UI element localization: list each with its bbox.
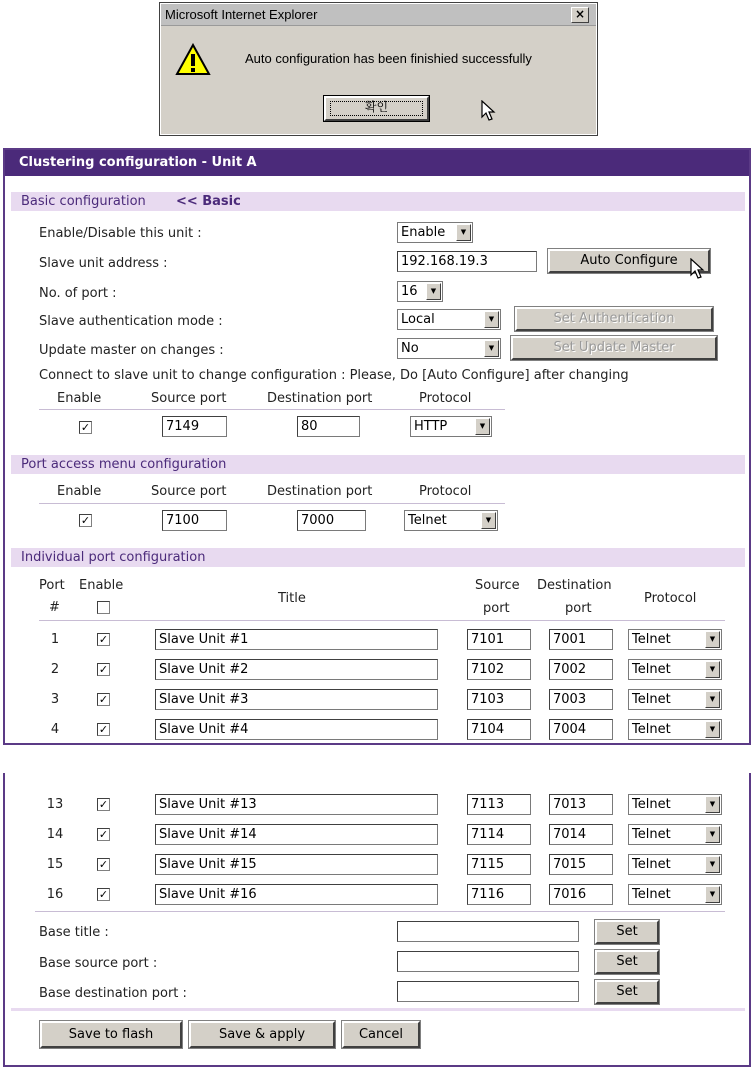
port-enable-checkbox[interactable]: ✓ (98, 858, 109, 871)
enable-unit-label: Enable/Disable this unit : (39, 226, 202, 241)
cancel-button[interactable]: Cancel (342, 1021, 420, 1048)
col-port-hash: # (49, 600, 60, 615)
col-destination-port: Destination port (267, 484, 373, 499)
chevron-down-icon: ▼ (705, 886, 720, 903)
col-dest-port-2: port (565, 601, 592, 616)
basic-config-title: Basic configuration (21, 194, 146, 209)
port-enable-checkbox[interactable]: ✓ (98, 798, 109, 811)
port-access-section: Port access menu configuration (11, 455, 745, 474)
port-protocol-value: Telnet (632, 722, 671, 737)
col-enable: Enable (57, 484, 102, 499)
col-enable: Enable (57, 391, 102, 406)
slave-address-label: Slave unit address : (39, 256, 168, 271)
dialog-titlebar (161, 4, 596, 26)
chevron-down-icon: ▼ (456, 224, 471, 241)
port-protocol-select[interactable] (628, 629, 722, 650)
web-protocol-select[interactable] (410, 416, 492, 437)
warning-icon (175, 43, 211, 77)
num-port-label: No. of port : (39, 286, 117, 301)
port-source-input[interactable]: 7103 (467, 689, 531, 710)
clustering-panel-bottom (3, 773, 751, 1067)
set-update-master-button[interactable]: Set Update Master (511, 336, 717, 360)
col-protocol: Protocol (419, 391, 472, 406)
dialog-close-button[interactable]: × (571, 7, 589, 23)
menu-protocol-value: Telnet (408, 513, 447, 528)
web-enable-checkbox[interactable]: ✓ (80, 421, 91, 434)
port-source-input[interactable]: 7104 (467, 719, 531, 740)
port-number: 3 (50, 692, 60, 707)
chevron-down-icon: ▼ (426, 283, 441, 300)
base-title-label: Base title : (39, 925, 109, 940)
col-protocol: Protocol (644, 591, 697, 606)
port-title-input[interactable]: Slave Unit #4 (155, 719, 438, 740)
port-enable-checkbox[interactable]: ✓ (98, 888, 109, 901)
port-number: 1 (50, 632, 60, 647)
base-dest-input[interactable] (397, 981, 579, 1002)
col-title: Title (278, 591, 306, 606)
auth-mode-value: Local (401, 312, 435, 327)
col-enable: Enable (79, 578, 124, 593)
col-destination-port: Destination port (267, 391, 373, 406)
update-master-select[interactable] (397, 338, 501, 359)
auto-configure-button[interactable]: Auto Configure (548, 249, 710, 273)
menu-source-port-input[interactable]: 7100 (162, 510, 227, 531)
port-number: 14 (46, 827, 64, 842)
port-protocol-value: Telnet (632, 662, 671, 677)
enable-unit-select[interactable] (397, 222, 473, 243)
update-master-label: Update master on changes : (39, 343, 224, 358)
port-dest-input[interactable]: 7015 (549, 854, 613, 875)
port-number: 15 (46, 857, 64, 872)
port-protocol-select[interactable] (628, 854, 722, 875)
port-title-input[interactable]: Slave Unit #15 (155, 854, 438, 875)
base-dest-label: Base destination port : (39, 986, 187, 1001)
num-port-value: 16 (401, 284, 418, 299)
col-protocol: Protocol (419, 484, 472, 499)
col-port: Port (39, 578, 65, 593)
chevron-down-icon: ▼ (484, 340, 499, 357)
menu-dest-port-input[interactable]: 7000 (297, 510, 366, 531)
port-enable-checkbox[interactable]: ✓ (98, 633, 109, 646)
menu-enable-checkbox[interactable]: ✓ (80, 514, 91, 527)
port-number: 16 (46, 887, 64, 902)
col-source-port: Source port (151, 391, 227, 406)
port-enable-checkbox[interactable]: ✓ (98, 663, 109, 676)
chevron-down-icon: ▼ (705, 826, 720, 843)
chevron-down-icon: ▼ (705, 631, 720, 648)
enable-unit-value: Enable (401, 225, 446, 240)
port-protocol-value: Telnet (632, 887, 671, 902)
port-dest-input[interactable]: 7016 (549, 884, 613, 905)
col-source-port: Source port (151, 484, 227, 499)
port-dest-input[interactable]: 7001 (549, 629, 613, 650)
col-source-port-1: Source (475, 578, 520, 593)
port-title-input[interactable]: Slave Unit #16 (155, 884, 438, 905)
port-source-input[interactable]: 7116 (467, 884, 531, 905)
port-source-input[interactable]: 7101 (467, 629, 531, 650)
port-dest-input[interactable]: 7002 (549, 659, 613, 680)
auth-mode-label: Slave authentication mode : (39, 314, 223, 329)
mouse-cursor-icon (481, 100, 497, 122)
port-protocol-value: Telnet (632, 797, 671, 812)
dialog-ok-button[interactable] (324, 96, 429, 121)
port-protocol-select[interactable] (628, 884, 722, 905)
clustering-panel-top (3, 148, 751, 745)
basic-link[interactable]: << Basic (175, 194, 241, 209)
base-dest-set-button[interactable]: Set (595, 980, 659, 1004)
col-dest-port-1: Destination (537, 578, 612, 593)
port-source-input[interactable]: 7113 (467, 794, 531, 815)
chevron-down-icon: ▼ (705, 661, 720, 678)
port-dest-input[interactable]: 7004 (549, 719, 613, 740)
port-enable-checkbox[interactable]: ✓ (98, 828, 109, 841)
port-enable-checkbox[interactable]: ✓ (98, 693, 109, 706)
dialog-message: Auto configuration has been finishied successfully (245, 51, 532, 66)
alert-dialog (160, 3, 597, 135)
basic-config-section (11, 192, 745, 211)
update-master-value: No (401, 341, 419, 356)
port-protocol-select[interactable] (628, 659, 722, 680)
connect-note: Connect to slave unit to change configuration : Please, Do [Auto Configure] after changing (39, 368, 629, 383)
dialog-title: Microsoft Internet Explorer (165, 7, 318, 22)
col-source-port-2: port (483, 601, 510, 616)
port-title-input[interactable]: Slave Unit #13 (155, 794, 438, 815)
port-source-input[interactable]: 7102 (467, 659, 531, 680)
set-authentication-button[interactable]: Set Authentication (515, 307, 713, 331)
port-number: 2 (50, 662, 60, 677)
menu-protocol-select[interactable] (404, 510, 498, 531)
base-source-label: Base source port : (39, 956, 158, 971)
mouse-cursor-icon (690, 258, 706, 280)
port-source-input[interactable]: 7115 (467, 854, 531, 875)
port-dest-input[interactable]: 7014 (549, 824, 613, 845)
individual-port-section: Individual port configuration (11, 548, 745, 567)
web-source-port-input[interactable]: 7149 (162, 416, 227, 437)
port-source-input[interactable]: 7114 (467, 824, 531, 845)
save-apply-button[interactable]: Save & apply (189, 1021, 335, 1048)
port-title-input[interactable]: Slave Unit #2 (155, 659, 438, 680)
chevron-down-icon: ▼ (705, 796, 720, 813)
save-to-flash-button[interactable]: Save to flash (40, 1021, 182, 1048)
port-dest-input[interactable]: 7003 (549, 689, 613, 710)
port-protocol-select[interactable] (628, 719, 722, 740)
base-source-input[interactable] (397, 951, 579, 972)
base-title-input[interactable] (397, 921, 579, 942)
port-protocol-value: Telnet (632, 692, 671, 707)
web-protocol-value: HTTP (414, 419, 448, 434)
slave-address-input[interactable]: 192.168.19.3 (397, 251, 537, 272)
chevron-down-icon: ▼ (475, 418, 490, 435)
port-protocol-select[interactable] (628, 689, 722, 710)
chevron-down-icon: ▼ (484, 311, 499, 328)
port-title-input[interactable]: Slave Unit #1 (155, 629, 438, 650)
chevron-down-icon: ▼ (705, 856, 720, 873)
chevron-down-icon: ▼ (705, 721, 720, 738)
port-title-input[interactable]: Slave Unit #14 (155, 824, 438, 845)
chevron-down-icon: ▼ (481, 512, 496, 529)
port-number: 4 (50, 722, 60, 737)
port-protocol-select[interactable] (628, 794, 722, 815)
base-source-set-button[interactable]: Set (595, 950, 659, 974)
auth-mode-select[interactable] (397, 309, 501, 330)
base-title-set-button[interactable]: Set (595, 920, 659, 944)
port-protocol-value: Telnet (632, 827, 671, 842)
dialog-ok-label: 확인 (364, 100, 389, 114)
web-dest-port-input[interactable]: 80 (297, 416, 360, 437)
port-number: 13 (46, 797, 64, 812)
port-protocol-value: Telnet (632, 857, 671, 872)
num-port-select[interactable] (397, 281, 443, 302)
chevron-down-icon: ▼ (705, 691, 720, 708)
port-protocol-select[interactable] (628, 824, 722, 845)
page-title: Clustering configuration - Unit A (5, 150, 749, 176)
port-protocol-value: Telnet (632, 632, 671, 647)
port-title-input[interactable]: Slave Unit #3 (155, 689, 438, 710)
port-dest-input[interactable]: 7013 (549, 794, 613, 815)
enable-all-checkbox[interactable] (97, 601, 110, 614)
port-enable-checkbox[interactable]: ✓ (98, 723, 109, 736)
